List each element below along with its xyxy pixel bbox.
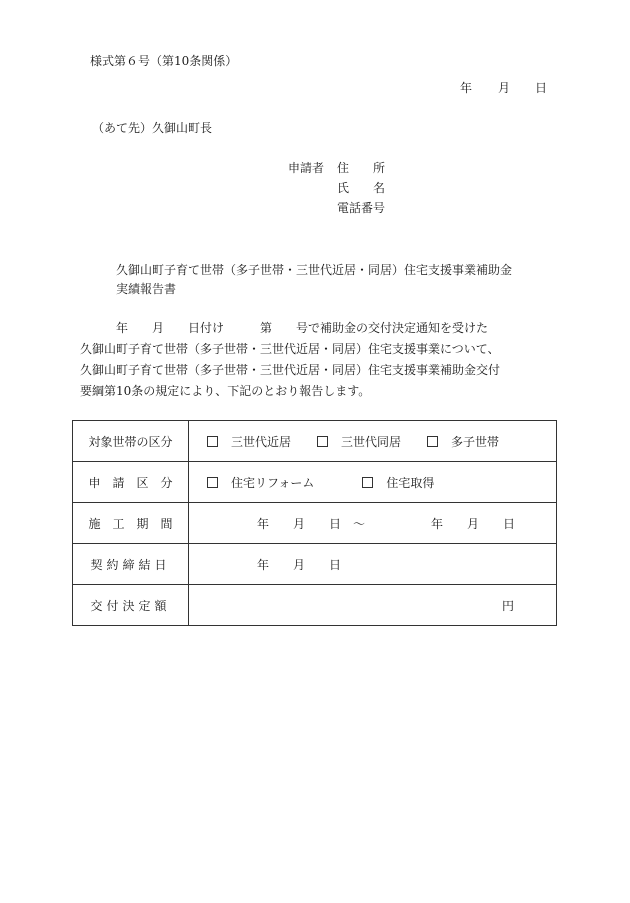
row-household-type [73, 421, 557, 462]
title-line-1: 久御山町子育て世帯（多子世帯・三世代近居・同居）住宅支援事業補助金 [116, 263, 513, 277]
checkbox-icon[interactable] [207, 436, 218, 447]
form-number: 様式第６号（第10条関係） [90, 54, 238, 68]
applicant-address-label: 住 所 [337, 161, 386, 175]
body-line-4: 要綱第10条の規定により、下記のとおり報告します。 [80, 384, 371, 398]
row-grant-amount [73, 585, 557, 626]
household-type-label: 対象世帯の区分 [73, 421, 189, 462]
option-doukyo[interactable] [317, 433, 401, 450]
period-end: 年 月 日 [431, 516, 516, 531]
option-acquire-label: 住宅取得 [386, 475, 435, 490]
applicant-label: 申請者 [288, 161, 325, 175]
option-acquire[interactable] [362, 474, 434, 491]
construction-period-value[interactable] [189, 503, 557, 544]
option-reform[interactable] [207, 474, 314, 491]
body-line-2: 久御山町子育て世帯（多子世帯・三世代近居・同居）住宅支援事業について、 [80, 342, 500, 356]
date-year: 年 [460, 81, 473, 95]
contract-date-value[interactable] [189, 544, 557, 585]
checkbox-icon[interactable] [362, 477, 373, 488]
row-application-type [73, 462, 557, 503]
option-tashi-label: 多子世帯 [451, 434, 500, 449]
body-line-3: 久御山町子育て世帯（多子世帯・三世代近居・同居）住宅支援事業補助金交付 [80, 363, 501, 377]
checkbox-icon[interactable] [207, 477, 218, 488]
grant-amount-label: 交付決定額 [73, 585, 189, 626]
period-start: 年 月 日 ～ [257, 516, 366, 531]
checkbox-icon[interactable] [427, 436, 438, 447]
household-type-options [189, 421, 557, 462]
grant-amount-unit: 円 [501, 598, 514, 613]
option-doukyo-label: 三世代同居 [341, 434, 402, 449]
applicant-phone-label: 電話番号 [337, 201, 386, 215]
contract-date-label: 契約締結日 [73, 544, 189, 585]
body-line-1: 年 月 日付け 第 号で補助金の交付決定通知を受けた [80, 321, 489, 335]
row-construction-period [73, 503, 557, 544]
date-day: 日 [535, 81, 548, 95]
date-month: 月 [498, 81, 511, 95]
report-table [72, 420, 557, 626]
option-kinkyo[interactable] [207, 433, 291, 450]
checkbox-icon[interactable] [317, 436, 328, 447]
grant-amount-value[interactable] [189, 585, 557, 626]
option-kinkyo-label: 三世代近居 [231, 434, 292, 449]
construction-period-label: 施 工 期 間 [73, 503, 189, 544]
application-type-options [189, 462, 557, 503]
application-type-label: 申 請 区 分 [73, 462, 189, 503]
title-line-2: 実績報告書 [116, 282, 177, 296]
contract-date-text: 年 月 日 [257, 557, 342, 572]
addressee: （あて先）久御山町長 [92, 121, 213, 135]
row-contract-date [73, 544, 557, 585]
applicant-name-label: 氏 名 [337, 181, 386, 195]
option-reform-label: 住宅リフォーム [231, 475, 315, 490]
option-tashi[interactable] [427, 433, 499, 450]
